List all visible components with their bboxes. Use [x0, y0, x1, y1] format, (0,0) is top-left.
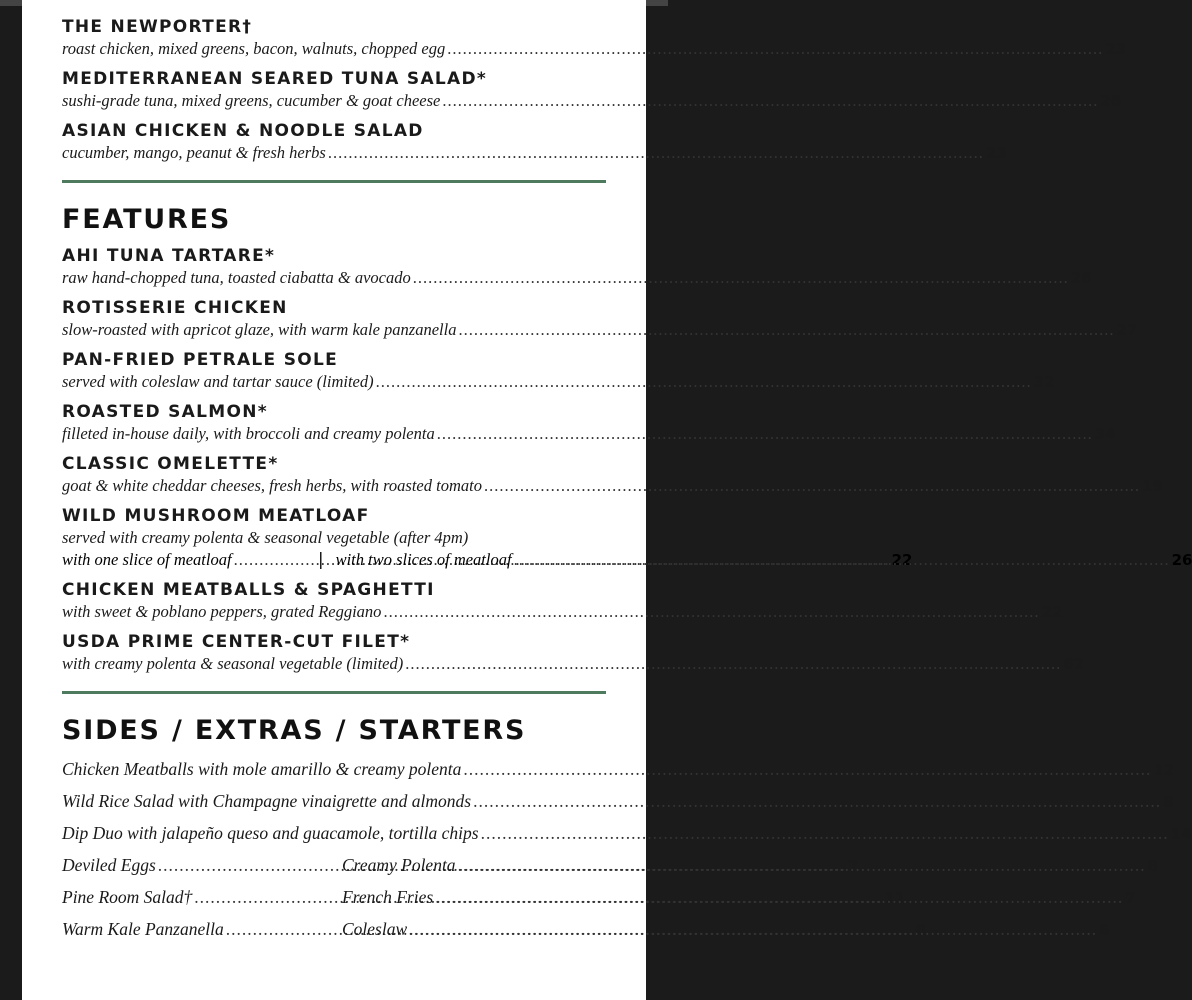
side-price: 14 — [1170, 825, 1192, 843]
menu-item — [62, 579, 1063, 623]
menu-content — [62, 8, 1192, 946]
item-description: raw hand-chopped tuna, toasted ciabatta & avocado — [62, 268, 411, 287]
option-price: 22 — [891, 551, 913, 569]
side-price: 12 — [1153, 761, 1175, 779]
section-title-features: FEATURES — [62, 204, 232, 235]
item-description-line — [62, 38, 1127, 60]
leader-dots — [458, 850, 1146, 881]
item-name: ROTISSERIE CHICKEN — [62, 298, 288, 318]
side-pair-row — [62, 850, 1158, 882]
side-price: 11 — [884, 889, 906, 907]
item-price: 26 — [1070, 269, 1092, 287]
item-description: with sweet & poblano peppers, grated Reggiano — [62, 602, 382, 621]
item-description: served with coleslaw and tartar sauce (limited) — [62, 372, 374, 391]
item-description-line — [62, 267, 1092, 289]
side-item — [62, 818, 1192, 850]
item-description: slow-roasted with apricot glaze, with warm kale panzanella — [62, 320, 457, 339]
item-description: with creamy polenta & seasonal vegetable (limited) — [62, 654, 404, 673]
item-price: 62 — [1063, 655, 1085, 673]
item-name: PAN-FRIED PETRALE SOLE — [62, 350, 339, 370]
menu-item — [62, 453, 1163, 497]
menu-item-meatloaf — [62, 505, 1192, 571]
section-title-sides: SIDES / EXTRAS / STARTERS — [62, 715, 527, 746]
item-description-line — [62, 653, 1085, 675]
side-name: Warm Kale Panzanella — [62, 919, 224, 939]
option-text: with one slice of meatloaf — [62, 550, 232, 569]
side-name: Coleslaw — [342, 919, 408, 939]
side-item — [342, 914, 1110, 946]
menu-item — [62, 297, 1138, 341]
side-item — [62, 754, 1175, 786]
item-description: sushi-grade tuna, mixed greens, cucumber & goat cheese — [62, 91, 441, 110]
leader-dots — [435, 882, 1123, 913]
item-name: ASIAN CHICKEN & NOODLE SALAD — [62, 121, 424, 141]
option-text: with two slices of meatloaf — [335, 550, 512, 569]
side-name: Pine Room Salad† — [62, 887, 193, 907]
item-price: 23 — [985, 144, 1007, 162]
option-two-slices — [336, 549, 1192, 571]
side-price: 6 — [1099, 921, 1110, 939]
item-price: 19 — [1141, 477, 1163, 495]
side-price: 8 — [1163, 793, 1174, 811]
item-price: 34 — [1094, 425, 1116, 443]
side-name: Creamy Polenta — [342, 855, 456, 875]
item-price: 32 — [1033, 373, 1055, 391]
item-price: 26 — [1100, 92, 1122, 110]
item-name: CLASSIC OMELETTE* — [62, 454, 279, 474]
side-item — [342, 850, 1158, 882]
side-price: 8 — [915, 921, 927, 939]
menu-item — [62, 68, 1122, 112]
item-description-line — [62, 601, 1063, 623]
item-description-line — [62, 319, 1138, 341]
side-item — [62, 786, 1174, 818]
item-name: AHI TUNA TARTARE* — [62, 246, 276, 266]
item-name: USDA PRIME CENTER-CUT FILET* — [62, 632, 411, 652]
menu-item — [62, 349, 1055, 393]
leader-dots — [514, 549, 1170, 571]
section-divider — [62, 691, 606, 694]
side-name: Chicken Meatballs with mole amarillo & creamy polenta — [62, 759, 462, 779]
side-price: 8 — [1147, 857, 1158, 875]
leader-dots — [437, 423, 1093, 445]
item-name: ROASTED SALMON* — [62, 402, 268, 422]
leader-dots — [413, 267, 1069, 289]
side-pair-row — [62, 882, 1136, 914]
side-price: 7 — [1125, 889, 1136, 907]
menu-item — [62, 120, 1007, 164]
side-name: Deviled Eggs — [62, 855, 156, 875]
leader-dots — [328, 142, 984, 164]
menu-item — [62, 631, 1085, 675]
side-item — [342, 882, 1136, 914]
item-description-line — [62, 371, 1055, 393]
leader-dots — [409, 914, 1097, 945]
item-description: goat & white cheddar cheeses, fresh herbs, with roasted tomato — [62, 476, 482, 495]
leader-dots — [481, 818, 1169, 849]
leader-dots — [458, 319, 1114, 341]
side-name: Dip Duo with jalapeño queso and guacamole, tortilla chips — [62, 823, 479, 843]
leader-dots — [442, 90, 1098, 112]
leader-dots — [463, 754, 1151, 785]
item-description: cucumber, mango, peanut & fresh herbs — [62, 143, 326, 162]
item-price: 27 — [1116, 321, 1138, 339]
item-name: WILD MUSHROOM MEATLOAF — [62, 506, 370, 526]
side-name: French Fries — [342, 887, 434, 907]
item-name: MEDITERRANEAN SEARED TUNA SALAD* — [62, 69, 488, 89]
item-description-line — [62, 142, 1007, 164]
side-price: 7 — [847, 857, 859, 875]
side-name: Wild Rice Salad with Champagne vinaigrette and almonds — [62, 791, 472, 811]
item-price: 22 — [1041, 603, 1063, 621]
section-divider — [62, 180, 606, 183]
leader-dots — [484, 475, 1140, 497]
meatloaf-options — [62, 549, 1192, 571]
item-description-line — [62, 475, 1163, 497]
leader-dots — [473, 786, 1161, 817]
leader-dots — [447, 38, 1103, 60]
item-description: roast chicken, mixed greens, bacon, walnuts, chopped egg — [62, 39, 446, 58]
menu-item — [62, 16, 1127, 60]
menu-item — [62, 401, 1116, 445]
leader-dots — [383, 601, 1039, 623]
side-pair-row — [62, 914, 1110, 946]
item-description: served with creamy polenta & seasonal vegetable (after 4pm) — [62, 528, 469, 547]
leader-dots — [405, 653, 1061, 675]
menu-item — [62, 245, 1092, 289]
option-price: 26 — [1171, 551, 1192, 569]
menu-page — [22, 0, 1192, 1000]
option-separator: | — [318, 550, 324, 569]
item-description-line — [62, 423, 1116, 445]
item-description-line — [62, 90, 1122, 112]
item-name: THE NEWPORTER† — [62, 17, 253, 37]
item-price: 23 — [1105, 40, 1127, 58]
leader-dots — [376, 371, 1032, 393]
item-description: filleted in-house daily, with broccoli and creamy polenta — [62, 424, 435, 443]
item-name: CHICKEN MEATBALLS & SPAGHETTI — [62, 580, 435, 600]
